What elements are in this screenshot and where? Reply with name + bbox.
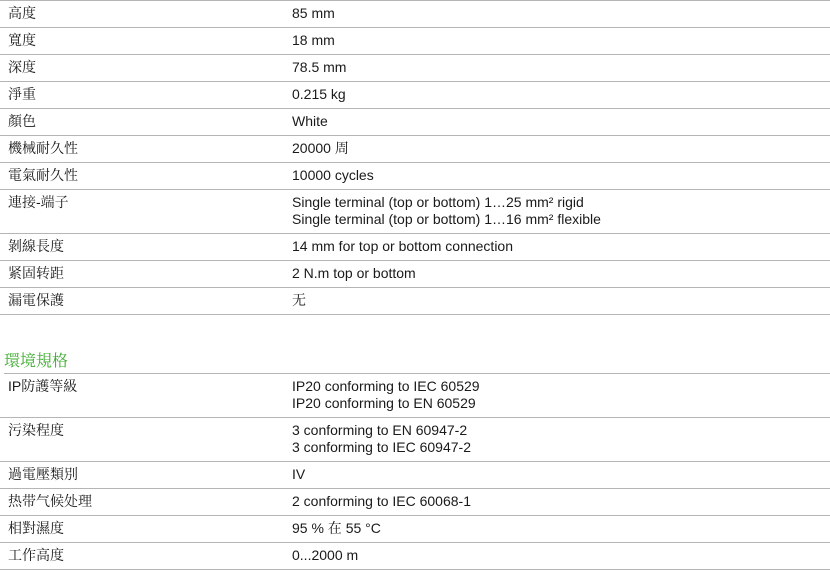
- spec-value: 85 mm: [292, 5, 335, 21]
- spec-label: 連接-端子: [8, 194, 69, 210]
- spec-value: Single terminal (top or bottom) 1…16 mm² flexible: [292, 211, 601, 227]
- spec-value-cell: [292, 136, 830, 163]
- spec-row: [0, 543, 830, 570]
- spec-value: 78.5 mm: [292, 59, 347, 75]
- spec-value: 20000 周: [292, 140, 349, 156]
- spec-value: IP20 conforming to EN 60529: [292, 395, 476, 411]
- environment-spec-body: [0, 374, 830, 570]
- spec-row: [0, 288, 830, 315]
- spec-value: White: [292, 113, 328, 129]
- spec-value: 14 mm for top or bottom connection: [292, 238, 513, 254]
- spec-label: 深度: [8, 59, 36, 75]
- spec-label: 工作高度: [8, 547, 64, 563]
- spec-row: [0, 516, 830, 543]
- spec-row: [0, 418, 830, 462]
- spec-value: 无: [292, 292, 306, 308]
- spec-value: 95 % 在 55 °C: [292, 520, 381, 536]
- spec-value-cell: [292, 288, 830, 315]
- spec-value: IV: [292, 466, 306, 482]
- spec-label: IP防護等級: [8, 378, 78, 394]
- spec-value-cell: [292, 516, 830, 543]
- spec-label: 漏電保護: [8, 292, 64, 308]
- spec-label: 剝線長度: [8, 238, 64, 254]
- spec-row: [0, 1, 830, 28]
- spec-label: 高度: [8, 5, 36, 21]
- spec-label: 污染程度: [8, 422, 64, 438]
- spec-value: 0...2000 m: [292, 547, 359, 563]
- spec-row: [0, 136, 830, 163]
- spec-value-cell: [292, 109, 830, 136]
- spec-value: 2 conforming to IEC 60068-1: [292, 493, 471, 509]
- spec-value-cell: [292, 55, 830, 82]
- spec-value-cell: [292, 374, 830, 418]
- spec-value-cell: [292, 261, 830, 288]
- spec-value: 3 conforming to IEC 60947-2: [292, 439, 471, 455]
- spec-row: [0, 190, 830, 234]
- spec-row: [0, 109, 830, 136]
- spec-value-cell: [292, 234, 830, 261]
- spec-row: [0, 261, 830, 288]
- spec-value-cell: [292, 543, 830, 570]
- spec-value-cell: [292, 1, 830, 28]
- spec-label: 相對濕度: [8, 520, 64, 536]
- spec-value-cell: [292, 418, 830, 462]
- spec-label: 電氣耐久性: [8, 167, 78, 183]
- spec-row: [0, 374, 830, 418]
- spec-value: 18 mm: [292, 32, 335, 48]
- spec-value-cell: [292, 489, 830, 516]
- spec-label: 寬度: [8, 32, 36, 48]
- environment-section-title: 環境規格: [4, 352, 830, 374]
- physical-spec-body: [0, 1, 830, 315]
- spec-value: 3 conforming to EN 60947-2: [292, 422, 468, 438]
- spec-row: [0, 489, 830, 516]
- spec-row: [0, 82, 830, 109]
- spec-row: [0, 234, 830, 261]
- spec-label: 淨重: [8, 86, 36, 102]
- spec-label: 過電壓類別: [8, 466, 78, 482]
- spec-label: 热带气候处理: [8, 493, 92, 509]
- spec-value-cell: [292, 82, 830, 109]
- spec-value: 2 N.m top or bottom: [292, 265, 416, 281]
- spec-row: [0, 163, 830, 190]
- spec-label: 紧固转距: [8, 265, 64, 281]
- spec-value: Single terminal (top or bottom) 1…25 mm² rigid: [292, 194, 584, 210]
- spec-value-cell: [292, 163, 830, 190]
- spec-value: 10000 cycles: [292, 167, 374, 183]
- spec-value-cell: [292, 28, 830, 55]
- spec-value: IP20 conforming to IEC 60529: [292, 378, 480, 394]
- spec-value-cell: [292, 190, 830, 234]
- environment-spec-table: [0, 374, 830, 570]
- spec-row: [0, 462, 830, 489]
- spec-row: [0, 28, 830, 55]
- spec-value: 0.215 kg: [292, 86, 346, 102]
- spec-row: [0, 55, 830, 82]
- spec-value-cell: [292, 462, 830, 489]
- spec-label: 機械耐久性: [8, 140, 78, 156]
- spec-label: 顏色: [8, 113, 36, 129]
